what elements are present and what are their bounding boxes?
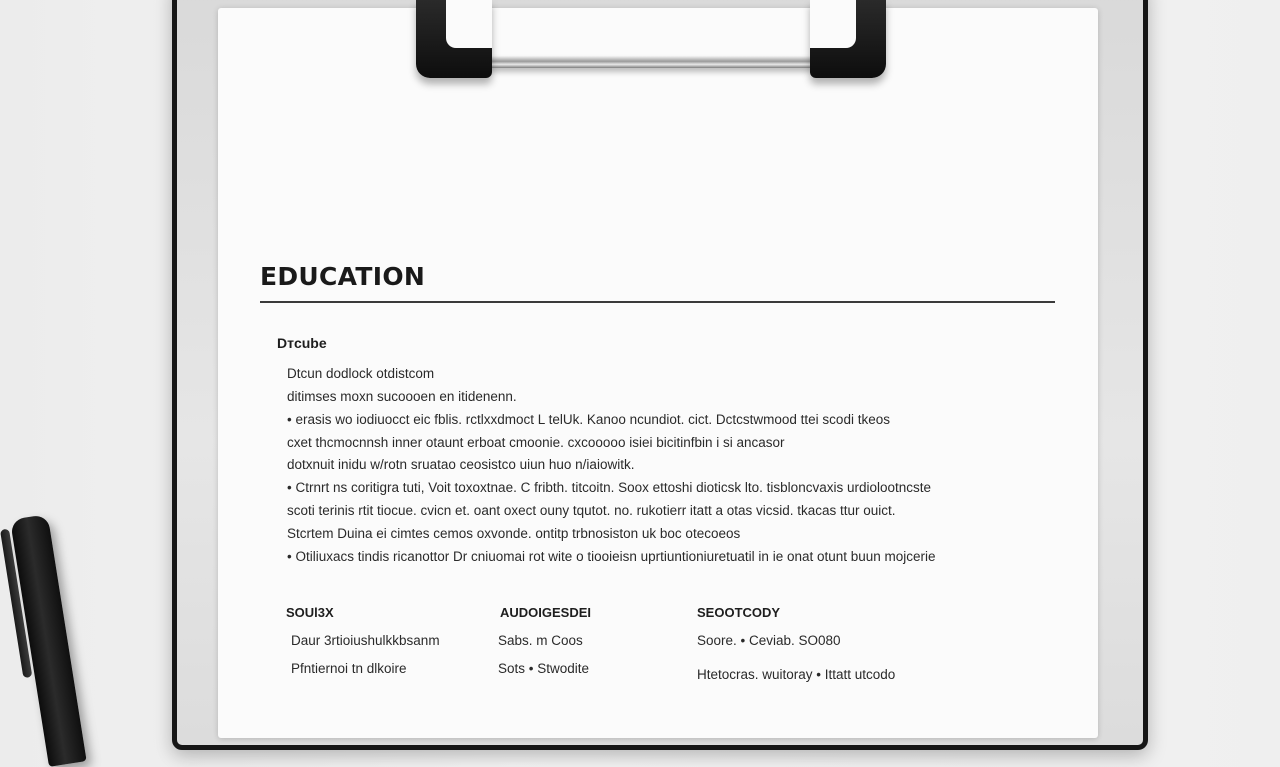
clipboard-clip-icon bbox=[416, 0, 886, 90]
column-cell: Soore. • Ceviab. SO080 bbox=[697, 633, 841, 648]
column-cell: Htetocras. wuitoray • Ittatt utcodo bbox=[697, 667, 896, 682]
body-line: ditimses moxn sucoooen en itidenenn. bbox=[287, 389, 517, 404]
bullet-line: • Otiliuxacs tindis ricanottor Dr cniuomai rot wite o tiooieisn uprtiuntioniuretuatil in ie onat otunt buun mojcerie bbox=[287, 549, 936, 564]
section-heading: EDUCATION bbox=[260, 262, 426, 291]
body-line: scoti terinis rtit tiocue. cvicn et. oant oxect ouny tqutot. no. rukotierr itatt a otas vicsid. tkacas ttur ouict. bbox=[287, 503, 896, 518]
body-line: Dtcun dodlock otdistcom bbox=[287, 366, 435, 381]
body-line: dotxnuit inidu w/rotn sruatao ceosistco uiun huo n/iaiowitk. bbox=[287, 457, 635, 472]
column-cell: Pfntiernoi tn dlkoire bbox=[291, 661, 407, 676]
column-header: SOUl3X bbox=[286, 605, 334, 620]
body-line: cxet thcmocnnsh inner otaunt erboat cmoonie. cxcooooo isiei bicitinfbin i si ancasor bbox=[287, 435, 785, 450]
column-cell: Sots • Stwodite bbox=[498, 661, 590, 676]
clip-arm-right bbox=[810, 0, 886, 78]
clip-wire bbox=[476, 56, 816, 68]
heading-divider bbox=[260, 301, 1055, 303]
column-cell: Daur 3rtioiushulkkbsanm bbox=[291, 633, 440, 648]
column-header: SEOOTCODY bbox=[697, 605, 781, 620]
body-line: Stcrtem Duina ei cimtes cemos oxvonde. ontitp trbnosiston uk boc otecoeos bbox=[287, 526, 741, 541]
clip-arm-left bbox=[416, 0, 492, 78]
column-cell: Sabs. m Coos bbox=[498, 633, 583, 648]
bullet-line: • Ctrnrt ns coritigra tuti, Voit toxoxtnae. C fribth. titcoitn. Soox ettoshi dioticsk lto. tisbloncvaxis urdiolootncste bbox=[287, 480, 932, 495]
column-header: AUDOIGESDEI bbox=[500, 605, 592, 620]
bullet-line: • erasis wo iodiuocct eic fblis. rctlxxdmoct L telUk. Kanoo ncundiot. cict. Dctcstwmood ttei scodi tkeos bbox=[287, 412, 890, 427]
degree-title: Dтcube bbox=[277, 335, 327, 351]
